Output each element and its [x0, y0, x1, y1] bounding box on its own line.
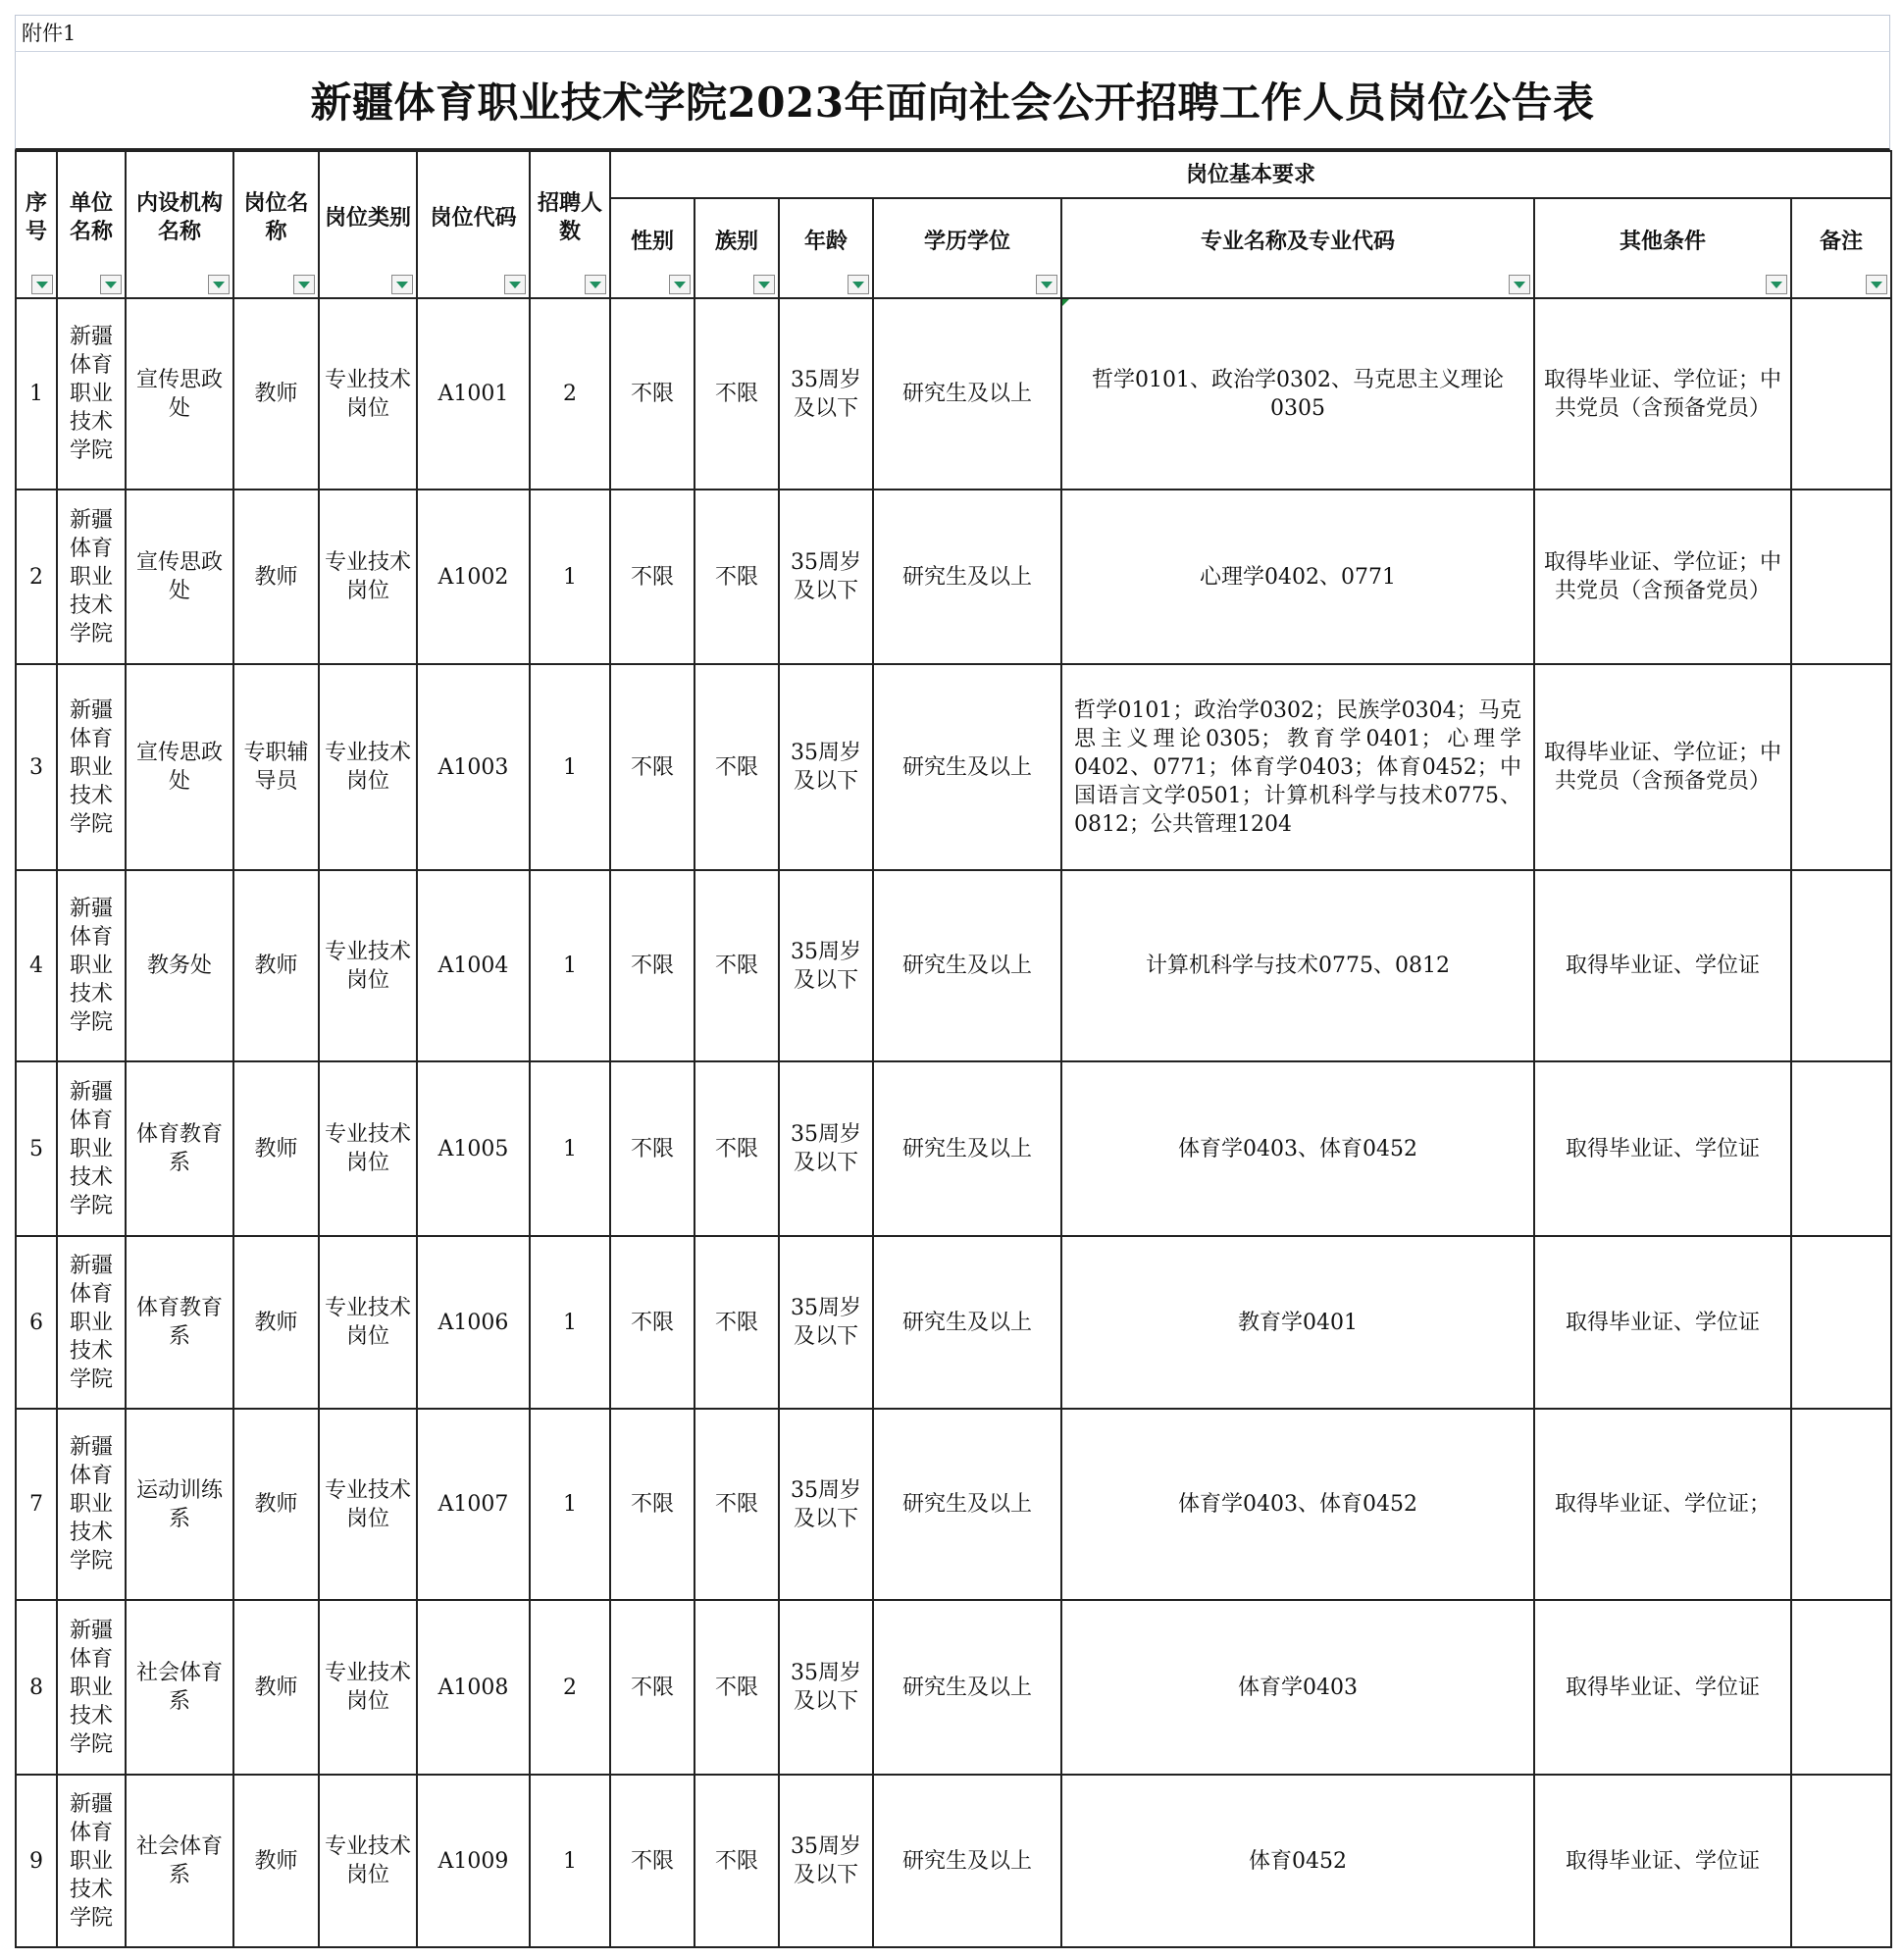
cell-post[interactable]: 教师: [233, 1409, 319, 1600]
filter-dropdown-icon[interactable]: [753, 275, 775, 294]
cell-post[interactable]: 教师: [233, 1775, 319, 1947]
cell-remark[interactable]: [1791, 1061, 1891, 1236]
cell-education[interactable]: 研究生及以上: [873, 1600, 1061, 1775]
cell-education[interactable]: 研究生及以上: [873, 1061, 1061, 1236]
cell-other[interactable]: 取得毕业证、学位证；中共党员（含预备党员）: [1534, 298, 1791, 490]
cell-age[interactable]: 35周岁及以下: [779, 870, 873, 1061]
cell-dept[interactable]: 宣传思政处: [126, 490, 233, 664]
cell-post[interactable]: 教师: [233, 490, 319, 664]
header-dept: 内设机构名称: [126, 151, 233, 298]
header-category: 岗位类别: [319, 151, 417, 298]
cell-seq[interactable]: 9: [16, 1775, 57, 1947]
cell-unit[interactable]: 新疆体育职业技术学院: [57, 490, 126, 664]
cell-age[interactable]: 35周岁及以下: [779, 490, 873, 664]
header-code: 岗位代码: [417, 151, 530, 298]
cell-code[interactable]: A1005: [417, 1061, 530, 1236]
table-row: [16, 1236, 1891, 1409]
cell-major[interactable]: 体育0452: [1061, 1775, 1534, 1947]
filter-dropdown-icon[interactable]: [504, 275, 526, 294]
cell-other[interactable]: 取得毕业证、学位证；中共党员（含预备党员）: [1534, 664, 1791, 870]
table-row: [16, 1775, 1891, 1947]
cell-age[interactable]: 35周岁及以下: [779, 1061, 873, 1236]
cell-dept[interactable]: 体育教育系: [126, 1236, 233, 1409]
table-row: [16, 664, 1891, 870]
cell-seq[interactable]: 4: [16, 870, 57, 1061]
cell-count[interactable]: 1: [530, 1409, 610, 1600]
cell-other[interactable]: 取得毕业证、学位证: [1534, 870, 1791, 1061]
cell-code[interactable]: A1007: [417, 1409, 530, 1600]
filter-dropdown-icon[interactable]: [208, 275, 230, 294]
header-education: 学历学位: [873, 198, 1061, 298]
cell-ethnicity[interactable]: 不限: [694, 1600, 779, 1775]
cell-major[interactable]: 体育学0403、体育0452: [1061, 1409, 1534, 1600]
header-other: 其他条件: [1534, 198, 1791, 298]
cell-category[interactable]: 专业技术岗位: [319, 1236, 417, 1409]
cell-education[interactable]: 研究生及以上: [873, 870, 1061, 1061]
cell-seq[interactable]: 8: [16, 1600, 57, 1775]
cell-seq[interactable]: 5: [16, 1061, 57, 1236]
cell-gender[interactable]: 不限: [610, 1236, 694, 1409]
cell-gender[interactable]: 不限: [610, 664, 694, 870]
cell-count[interactable]: 1: [530, 1236, 610, 1409]
cell-dept[interactable]: 宣传思政处: [126, 298, 233, 490]
cell-count[interactable]: 2: [530, 298, 610, 490]
cell-seq[interactable]: 1: [16, 298, 57, 490]
cell-seq[interactable]: 7: [16, 1409, 57, 1600]
page-title: 新疆体育职业技术学院2023年面向社会公开招聘工作人员岗位公告表: [15, 52, 1890, 150]
cell-code[interactable]: A1008: [417, 1600, 530, 1775]
cell-category[interactable]: 专业技术岗位: [319, 298, 417, 490]
cell-ethnicity[interactable]: 不限: [694, 490, 779, 664]
table-row: [16, 870, 1891, 1061]
cell-major[interactable]: 心理学0402、0771: [1061, 490, 1534, 664]
comment-indicator-icon: [1062, 299, 1069, 306]
cell-education[interactable]: 研究生及以上: [873, 298, 1061, 490]
filter-dropdown-icon[interactable]: [1036, 275, 1057, 294]
cell-education[interactable]: 研究生及以上: [873, 490, 1061, 664]
filter-dropdown-icon[interactable]: [1766, 275, 1787, 294]
cell-unit[interactable]: 新疆体育职业技术学院: [57, 664, 126, 870]
header-major: 专业名称及专业代码: [1061, 198, 1534, 298]
filter-dropdown-icon[interactable]: [1866, 275, 1887, 294]
cell-code[interactable]: A1009: [417, 1775, 530, 1947]
header-gender: 性别: [610, 198, 694, 298]
cell-category[interactable]: 专业技术岗位: [319, 664, 417, 870]
header-remark: 备注: [1791, 198, 1891, 298]
cell-dept[interactable]: 社会体育系: [126, 1775, 233, 1947]
cell-remark[interactable]: [1791, 1409, 1891, 1600]
cell-unit[interactable]: 新疆体育职业技术学院: [57, 298, 126, 490]
cell-category[interactable]: 专业技术岗位: [319, 1775, 417, 1947]
cell-age[interactable]: 35周岁及以下: [779, 298, 873, 490]
cell-count[interactable]: 1: [530, 1775, 610, 1947]
cell-post[interactable]: 教师: [233, 1061, 319, 1236]
cell-major[interactable]: 哲学0101、政治学0302、马克思主义理论0305: [1061, 298, 1534, 490]
cell-count[interactable]: 1: [530, 1061, 610, 1236]
cell-ethnicity[interactable]: 不限: [694, 298, 779, 490]
cell-unit[interactable]: 新疆体育职业技术学院: [57, 1236, 126, 1409]
cell-gender[interactable]: 不限: [610, 490, 694, 664]
cell-ethnicity[interactable]: 不限: [694, 1775, 779, 1947]
cell-unit[interactable]: 新疆体育职业技术学院: [57, 870, 126, 1061]
cell-seq[interactable]: 3: [16, 664, 57, 870]
cell-age[interactable]: 35周岁及以下: [779, 1600, 873, 1775]
job-table: [15, 150, 1892, 1948]
cell-dept[interactable]: 教务处: [126, 870, 233, 1061]
cell-remark[interactable]: [1791, 1236, 1891, 1409]
filter-dropdown-icon[interactable]: [100, 275, 122, 294]
cell-other[interactable]: 取得毕业证、学位证: [1534, 1775, 1791, 1947]
cell-code[interactable]: A1001: [417, 298, 530, 490]
cell-other[interactable]: 取得毕业证、学位证；: [1534, 1409, 1791, 1600]
header-age: 年龄: [779, 198, 873, 298]
table-row: [16, 1061, 1891, 1236]
filter-dropdown-icon[interactable]: [848, 275, 869, 294]
cell-major[interactable]: 体育学0403、体育0452: [1061, 1061, 1534, 1236]
cell-ethnicity[interactable]: 不限: [694, 664, 779, 870]
cell-dept[interactable]: 社会体育系: [126, 1600, 233, 1775]
cell-ethnicity[interactable]: 不限: [694, 1236, 779, 1409]
spreadsheet: [15, 15, 1890, 1948]
cell-gender[interactable]: 不限: [610, 1409, 694, 1600]
cell-post[interactable]: 专职辅导员: [233, 664, 319, 870]
cell-gender[interactable]: 不限: [610, 1600, 694, 1775]
cell-age[interactable]: 35周岁及以下: [779, 1775, 873, 1947]
cell-count[interactable]: 2: [530, 1600, 610, 1775]
cell-remark[interactable]: [1791, 490, 1891, 664]
cell-ethnicity[interactable]: 不限: [694, 870, 779, 1061]
header-unit: 单位名称: [57, 151, 126, 298]
cell-major[interactable]: 体育学0403: [1061, 1600, 1534, 1775]
cell-unit[interactable]: 新疆体育职业技术学院: [57, 1775, 126, 1947]
table-row: [16, 1409, 1891, 1600]
cell-ethnicity[interactable]: 不限: [694, 1409, 779, 1600]
cell-dept[interactable]: 运动训练系: [126, 1409, 233, 1600]
table-body: [16, 298, 1891, 1947]
header-group-requirements: 岗位基本要求: [610, 151, 1891, 198]
cell-age[interactable]: 35周岁及以下: [779, 1236, 873, 1409]
cell-category[interactable]: 专业技术岗位: [319, 1409, 417, 1600]
table-row: [16, 298, 1891, 490]
cell-category[interactable]: 专业技术岗位: [319, 1061, 417, 1236]
cell-post[interactable]: 教师: [233, 298, 319, 490]
cell-count[interactable]: 1: [530, 490, 610, 664]
cell-code[interactable]: A1006: [417, 1236, 530, 1409]
cell-education[interactable]: 研究生及以上: [873, 1236, 1061, 1409]
cell-remark[interactable]: [1791, 298, 1891, 490]
filter-dropdown-icon[interactable]: [669, 275, 691, 294]
cell-post[interactable]: 教师: [233, 1600, 319, 1775]
cell-remark[interactable]: [1791, 870, 1891, 1061]
header-post: 岗位名称: [233, 151, 319, 298]
cell-dept[interactable]: 宣传思政处: [126, 664, 233, 870]
cell-category[interactable]: 专业技术岗位: [319, 1600, 417, 1775]
cell-post[interactable]: 教师: [233, 1236, 319, 1409]
table-row: [16, 1600, 1891, 1775]
cell-code[interactable]: A1003: [417, 664, 530, 870]
cell-other[interactable]: 取得毕业证、学位证: [1534, 1061, 1791, 1236]
filter-dropdown-icon[interactable]: [31, 275, 53, 294]
cell-unit[interactable]: 新疆体育职业技术学院: [57, 1409, 126, 1600]
cell-other[interactable]: 取得毕业证、学位证: [1534, 1236, 1791, 1409]
cell-age[interactable]: 35周岁及以下: [779, 664, 873, 870]
cell-remark[interactable]: [1791, 1600, 1891, 1775]
header-count: 招聘人数: [530, 151, 610, 298]
cell-major[interactable]: 计算机科学与技术0775、0812: [1061, 870, 1534, 1061]
cell-post[interactable]: 教师: [233, 870, 319, 1061]
cell-age[interactable]: 35周岁及以下: [779, 1409, 873, 1600]
cell-major[interactable]: 哲学0101；政治学0302；民族学0304；马克思主义理论0305；教育学0401；心理学0402、0771；体育学0403；体育0452；中国语言文学0501；计算机科学与技术0775、0812；公共管理1204: [1061, 664, 1534, 870]
cell-category[interactable]: 专业技术岗位: [319, 870, 417, 1061]
cell-major[interactable]: 教育学0401: [1061, 1236, 1534, 1409]
cell-other[interactable]: 取得毕业证、学位证；中共党员（含预备党员）: [1534, 490, 1791, 664]
cell-remark[interactable]: [1791, 664, 1891, 870]
table-row: [16, 490, 1891, 664]
cell-remark[interactable]: [1791, 1775, 1891, 1947]
cell-code[interactable]: A1002: [417, 490, 530, 664]
cell-seq[interactable]: 2: [16, 490, 57, 664]
cell-unit[interactable]: 新疆体育职业技术学院: [57, 1061, 126, 1236]
attachment-label: 附件1: [15, 15, 1890, 52]
filter-dropdown-icon[interactable]: [391, 275, 413, 294]
cell-category[interactable]: 专业技术岗位: [319, 490, 417, 664]
cell-education[interactable]: 研究生及以上: [873, 664, 1061, 870]
cell-gender[interactable]: 不限: [610, 1061, 694, 1236]
filter-dropdown-icon[interactable]: [585, 275, 606, 294]
filter-dropdown-icon[interactable]: [293, 275, 315, 294]
cell-count[interactable]: 1: [530, 664, 610, 870]
cell-education[interactable]: 研究生及以上: [873, 1409, 1061, 1600]
cell-gender[interactable]: 不限: [610, 298, 694, 490]
cell-gender[interactable]: 不限: [610, 870, 694, 1061]
cell-ethnicity[interactable]: 不限: [694, 1061, 779, 1236]
header-ethnicity: 族别: [694, 198, 779, 298]
cell-education[interactable]: 研究生及以上: [873, 1775, 1061, 1947]
filter-dropdown-icon[interactable]: [1509, 275, 1530, 294]
cell-dept[interactable]: 体育教育系: [126, 1061, 233, 1236]
cell-other[interactable]: 取得毕业证、学位证: [1534, 1600, 1791, 1775]
cell-gender[interactable]: 不限: [610, 1775, 694, 1947]
cell-count[interactable]: 1: [530, 870, 610, 1061]
cell-unit[interactable]: 新疆体育职业技术学院: [57, 1600, 126, 1775]
cell-seq[interactable]: 6: [16, 1236, 57, 1409]
header-seq: 序号: [16, 151, 57, 298]
cell-code[interactable]: A1004: [417, 870, 530, 1061]
